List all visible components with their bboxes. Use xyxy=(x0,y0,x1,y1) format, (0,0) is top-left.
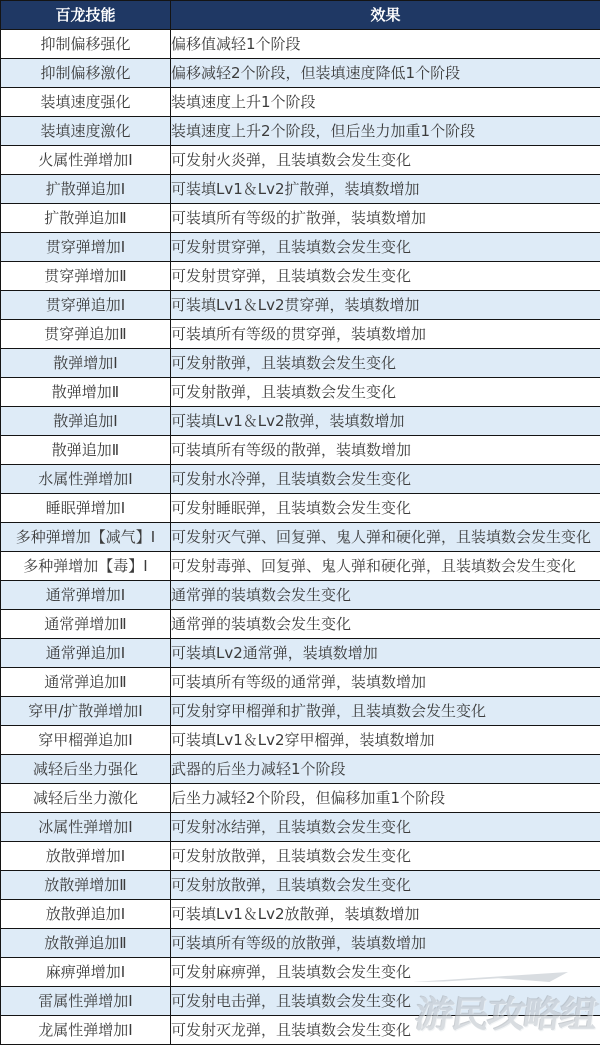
skill-name-cell: 水属性弹增加Ⅰ xyxy=(1,465,171,494)
table-row xyxy=(1,929,600,958)
table-row xyxy=(1,813,600,842)
table-row xyxy=(1,175,600,204)
skill-effect-cell: 可装填Lv1＆Lv2扩散弹，装填数增加 xyxy=(171,175,600,204)
watermark-label: 游民攻略组 xyxy=(412,993,599,1036)
table-row xyxy=(1,117,600,146)
skill-effect-cell: 可发射电击弹，且装填数会发生变化 xyxy=(171,987,600,1016)
table-row xyxy=(1,465,600,494)
skill-name-cell: 睡眠弹增加Ⅰ xyxy=(1,494,171,523)
skill-name-cell: 贯穿弹增加Ⅱ xyxy=(1,262,171,291)
skill-effect-cell: 可装填Lv1＆Lv2穿甲榴弹，装填数增加 xyxy=(171,726,600,755)
skill-name-cell: 麻痹弹增加Ⅰ xyxy=(1,958,171,987)
skill-name-cell: 散弹追加Ⅰ xyxy=(1,407,171,436)
table-row xyxy=(1,523,600,552)
skill-effect-cell: 可装填所有等级的放散弹，装填数增加 xyxy=(171,929,600,958)
skill-effect-cell: 可装填所有等级的贯穿弹，装填数增加 xyxy=(171,320,600,349)
table-row xyxy=(1,639,600,668)
table-row xyxy=(1,552,600,581)
table-row xyxy=(1,378,600,407)
table-row xyxy=(1,987,600,1016)
skill-name-cell: 扩散弹追加Ⅱ xyxy=(1,204,171,233)
skill-name-cell: 抑制偏移强化 xyxy=(1,30,171,59)
skill-name-cell: 减轻后坐力激化 xyxy=(1,784,171,813)
skill-name-cell: 减轻后坐力强化 xyxy=(1,755,171,784)
table-header-row xyxy=(1,1,600,30)
skill-effect-cell: 可发射放散弹，且装填数会发生变化 xyxy=(171,842,600,871)
skill-effect-cell: 可发射贯穿弹，且装填数会发生变化 xyxy=(171,233,600,262)
skill-name-cell: 放散弹追加Ⅱ xyxy=(1,929,171,958)
table-row xyxy=(1,59,600,88)
table-row xyxy=(1,871,600,900)
skill-name-cell: 冰属性弹增加Ⅰ xyxy=(1,813,171,842)
skill-effect-cell: 装填速度上升1个阶段 xyxy=(171,88,600,117)
skill-effect-cell: 偏移减轻2个阶段，但装填速度降低1个阶段 xyxy=(171,59,600,88)
skill-effect-cell: 可发射火炎弹，且装填数会发生变化 xyxy=(171,146,600,175)
skill-name-cell: 放散弹追加Ⅰ xyxy=(1,900,171,929)
skill-name-cell: 贯穿弹追加Ⅰ xyxy=(1,291,171,320)
skill-name-cell: 装填速度激化 xyxy=(1,117,171,146)
skill-effect-cell: 可装填所有等级的散弹，装填数增加 xyxy=(171,436,600,465)
table-row xyxy=(1,233,600,262)
skill-effect-cell: 可发射放散弹，且装填数会发生变化 xyxy=(171,871,600,900)
skill-effect-cell: 可发射灭气弹、回复弹、鬼人弹和硬化弹，且装填数会发生变化 xyxy=(171,523,600,552)
table-row xyxy=(1,146,600,175)
table-row xyxy=(1,784,600,813)
skill-effect-cell: 可装填Lv1＆Lv2散弹，装填数增加 xyxy=(171,407,600,436)
table-row xyxy=(1,900,600,929)
skill-effect-cell: 武器的后坐力减轻1个阶段 xyxy=(171,755,600,784)
skill-name-cell: 通常弹追加Ⅰ xyxy=(1,639,171,668)
skill-name-cell: 火属性弹增加Ⅰ xyxy=(1,146,171,175)
header-effect-column: 效果 xyxy=(171,1,600,30)
skill-effect-cell: 偏移值减轻1个阶段 xyxy=(171,30,600,59)
skill-name-cell: 龙属性弹增加Ⅰ xyxy=(1,1016,171,1045)
skill-effect-cell: 可发射灭龙弹，且装填数会发生变化 xyxy=(171,1016,600,1045)
skill-effect-cell: 通常弹的装填数会发生变化 xyxy=(171,610,600,639)
table-row xyxy=(1,668,600,697)
skill-effect-cell: 可发射贯穿弹，且装填数会发生变化 xyxy=(171,262,600,291)
skill-effect-cell: 可发射睡眠弹，且装填数会发生变化 xyxy=(171,494,600,523)
skill-name-cell: 通常弹增加Ⅰ xyxy=(1,581,171,610)
skill-name-cell: 雷属性弹增加Ⅰ xyxy=(1,987,171,1016)
table-body xyxy=(1,30,600,1045)
table-row xyxy=(1,697,600,726)
skill-effect-cell: 可装填所有等级的通常弹，装填数增加 xyxy=(171,668,600,697)
table-row xyxy=(1,407,600,436)
skill-name-cell: 通常弹追加Ⅱ xyxy=(1,668,171,697)
skill-name-cell: 散弹增加Ⅰ xyxy=(1,349,171,378)
skill-name-cell: 抑制偏移激化 xyxy=(1,59,171,88)
skill-name-cell: 放散弹增加Ⅰ xyxy=(1,842,171,871)
table-row xyxy=(1,581,600,610)
table-row xyxy=(1,958,600,987)
table-row xyxy=(1,320,600,349)
skill-effect-cell: 可发射麻痹弹，且装填数会发生变化 xyxy=(171,958,600,987)
table-row xyxy=(1,30,600,59)
skill-name-cell: 装填速度强化 xyxy=(1,88,171,117)
table-row xyxy=(1,349,600,378)
skill-effect-cell: 可装填Lv1＆Lv2贯穿弹，装填数增加 xyxy=(171,291,600,320)
skill-name-cell: 放散弹增加Ⅱ xyxy=(1,871,171,900)
skill-effect-cell: 可装填Lv1＆Lv2放散弹，装填数增加 xyxy=(171,900,600,929)
skill-effect-cell: 可发射散弹，且装填数会发生变化 xyxy=(171,349,600,378)
skill-effect-cell: 可发射散弹，且装填数会发生变化 xyxy=(171,378,600,407)
skill-effect-cell: 可装填所有等级的扩散弹，装填数增加 xyxy=(171,204,600,233)
table-row xyxy=(1,494,600,523)
table-row xyxy=(1,755,600,784)
skill-effect-cell: 装填速度上升2个阶段，但后坐力加重1个阶段 xyxy=(171,117,600,146)
table-row xyxy=(1,262,600,291)
skill-effect-cell: 通常弹的装填数会发生变化 xyxy=(171,581,600,610)
skill-effect-cell: 可装填Lv2通常弹，装填数增加 xyxy=(171,639,600,668)
table-row xyxy=(1,204,600,233)
skill-name-cell: 穿甲/扩散弹增加Ⅰ xyxy=(1,697,171,726)
skill-effect-cell: 可发射水冷弹，且装填数会发生变化 xyxy=(171,465,600,494)
skill-name-cell: 多种弹增加【毒】Ⅰ xyxy=(1,552,171,581)
skill-effect-cell: 可发射冰结弹，且装填数会发生变化 xyxy=(171,813,600,842)
table-row xyxy=(1,436,600,465)
skill-name-cell: 通常弹增加Ⅱ xyxy=(1,610,171,639)
skill-name-cell: 多种弹增加【减气】Ⅰ xyxy=(1,523,171,552)
skill-effect-cell: 可发射毒弹、回复弹、鬼人弹和硬化弹，且装填数会发生变化 xyxy=(171,552,600,581)
table-row xyxy=(1,1016,600,1045)
table-row xyxy=(1,291,600,320)
table-row xyxy=(1,726,600,755)
skill-name-cell: 散弹追加Ⅱ xyxy=(1,436,171,465)
skill-name-cell: 散弹增加Ⅱ xyxy=(1,378,171,407)
table-row xyxy=(1,610,600,639)
table-row xyxy=(1,88,600,117)
skill-name-cell: 贯穿弹追加Ⅱ xyxy=(1,320,171,349)
table-row xyxy=(1,842,600,871)
skill-effect-cell: 可发射穿甲榴弹和扩散弹，且装填数会发生变化 xyxy=(171,697,600,726)
skill-name-cell: 扩散弹追加Ⅰ xyxy=(1,175,171,204)
skill-name-cell: 穿甲榴弹追加Ⅰ xyxy=(1,726,171,755)
header-skill-column: 百龙技能 xyxy=(1,1,171,30)
skill-effect-cell: 后坐力减轻2个阶段，但偏移加重1个阶段 xyxy=(171,784,600,813)
skill-name-cell: 贯穿弹增加Ⅰ xyxy=(1,233,171,262)
